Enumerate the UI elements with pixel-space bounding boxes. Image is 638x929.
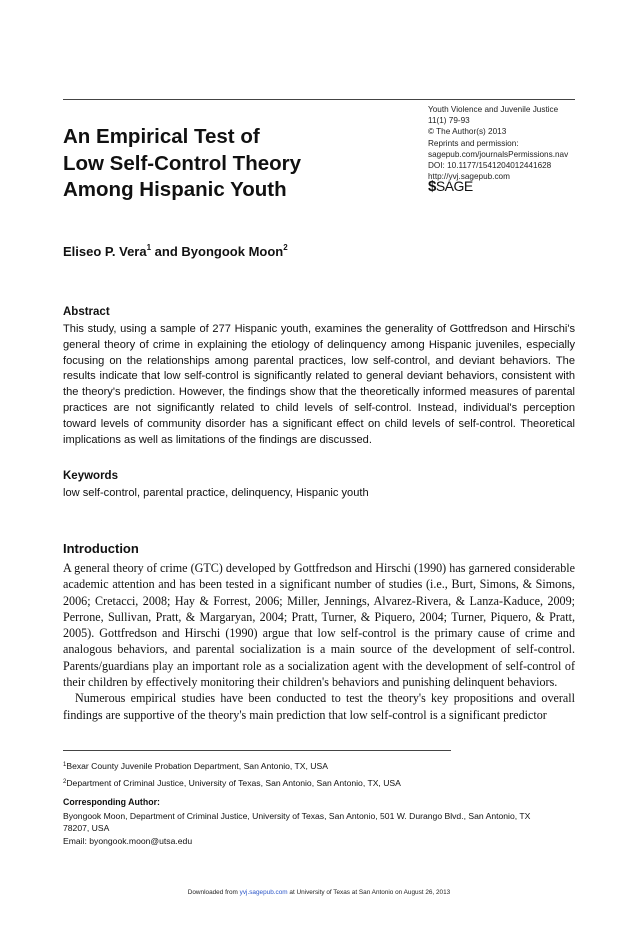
download-suffix: at University of Texas at San Antonio on August 26, 2013	[287, 889, 451, 896]
introduction-paragraph-2: Numerous empirical studies have been conducted to test the theory's key propositions and overall findings are supportive of the theory's main prediction that low self-control is a significant predictor	[63, 691, 575, 722]
corresponding-line-1: Byongook Moon, Department of Criminal Justice, University of Texas, San Antonio, 501 W. Durango Blvd., San Antonio, TX	[63, 811, 531, 821]
reprints: Reprints and permission:	[428, 138, 519, 148]
journal-url[interactable]: http://yvj.sagepub.com	[428, 172, 510, 182]
footnote-1-mark: 1	[63, 762, 67, 768]
keywords-heading: Keywords	[63, 470, 118, 482]
title-line-1: An Empirical Test of	[63, 125, 260, 148]
download-link[interactable]: yvj.sagepub.com	[239, 889, 288, 896]
title-line-3: Among Hispanic Youth	[63, 178, 287, 201]
footnote-rule	[63, 750, 451, 751]
keywords-text: low self-control, parental practice, delinquency, Hispanic youth	[63, 487, 369, 499]
footnote-2-text: Department of Criminal Justice, University of Texas, San Antonio, San Antonio, TX, USA	[66, 777, 401, 788]
introduction-body	[63, 560, 575, 723]
corresponding-email[interactable]: Email: byongook.moon@utsa.edu	[63, 835, 193, 846]
footnotes	[63, 758, 583, 791]
author-1: Eliseo P. Vera	[63, 244, 147, 259]
doi: DOI: 10.1177/1541204012441628	[428, 161, 552, 171]
article-title	[63, 124, 423, 204]
author-2-affiliation: 2	[283, 243, 288, 252]
download-prefix: Downloaded from	[187, 889, 240, 896]
author-joiner: and	[151, 244, 182, 259]
footnote-1-text: Bexar County Juvenile Probation Department, San Antonio, TX, USA	[66, 761, 328, 771]
corresponding-author-heading: Corresponding Author:	[63, 797, 160, 807]
author-2: Byongook Moon	[181, 244, 284, 259]
volume-pages: 11(1) 79-93	[428, 116, 470, 126]
copyright: © The Author(s) 2013	[428, 127, 507, 137]
abstract-text: This study, using a sample of 277 Hispanic youth, examines the generality of Gottfredson and Hirschi's general theory of crime in explaining the etiology of delinquency among Hispanic juveniles, especially focusing on the relationships among parental practices, low self-control, and deviant behaviors. The results indicate that low self-control is significantly related to general deviant behaviors, consistent with the theory's prediction. However, the findings show that the theoretically informed measures of parental practices are not significantly related to child levels of self-control. Instead, individual's perception toward levels of community disorder has a significant effect on child levels of self-control. Theoretical implications as well as limitations of the findings are discussed.	[63, 323, 575, 446]
sage-logo	[428, 178, 473, 195]
permissions-link[interactable]: sagepub.com/journalsPermissions.nav	[428, 149, 569, 159]
author-1-affiliation: 1	[146, 243, 152, 252]
footnote-2	[63, 775, 583, 792]
sage-logo-text: SAGE	[435, 178, 473, 194]
journal-name: Youth Violence and Juvenile Justice	[428, 105, 559, 114]
sage-logo-icon: $	[428, 178, 436, 195]
title-line-2: Low Self-Control Theory	[63, 151, 302, 175]
header-rule	[63, 99, 575, 100]
footnote-2-mark: 2	[63, 778, 67, 785]
introduction-paragraph-1: A general theory of crime (GTC) developed by Gottfredson and Hirschi (1990) has garnered considerable academic attention and has been tested in a significant number of studies (i.e., Burt, Simons, & Simons, 2006; Cretacci, 2008; Hay & Forrest, 2006; Miller, Jennings, Alvarez-Rivera, & Lanza-Kaduce, 2009; Perrone, Sullivan, Pratt, & Margaryan, 2004; Pratt, Turner, & Piquero, 2004; Turner, Piquero, & Pratt, 2005). Gottfredson and Hirschi (1990) argue that low self-control is the primary cause of crime and analogous behaviors, and parental socialization is a main source of the development of self-control. Parents/guardians play an important role as a socialization agent with the development of self-control of their children by effectively monitoring their children's behaviors and punishing delinquent behaviors.	[63, 561, 575, 690]
introduction-heading: Introduction	[63, 541, 139, 556]
author-list	[63, 243, 288, 259]
download-notice	[0, 889, 638, 896]
abstract-heading: Abstract	[63, 306, 110, 318]
journal-meta	[428, 104, 578, 182]
footnote-1	[63, 758, 583, 775]
corresponding-line-2: 78207, USA	[63, 823, 110, 834]
corresponding-author-details	[63, 810, 581, 847]
